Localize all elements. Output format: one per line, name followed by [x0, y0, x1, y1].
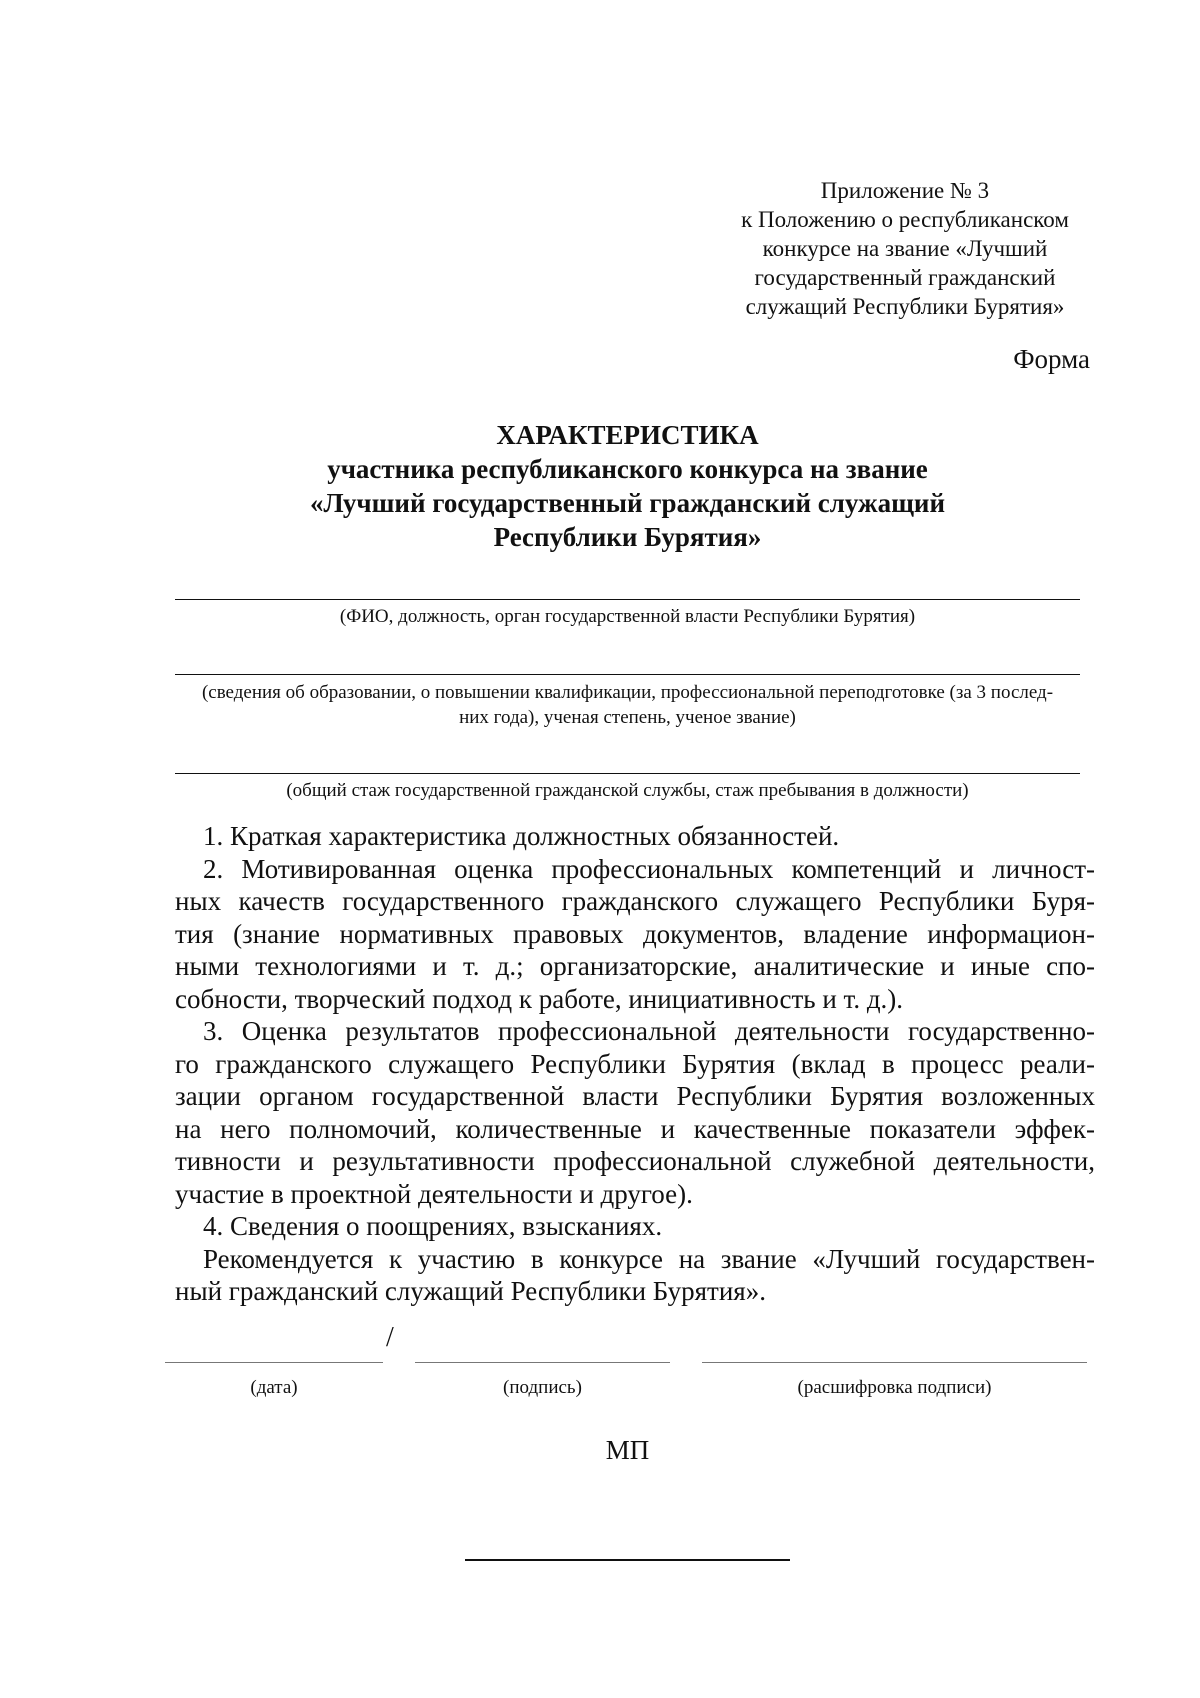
- item-results-line: на него полномочий, количественные и качественные показатели эффек-: [175, 1113, 1095, 1144]
- date-caption: (дата): [250, 1377, 298, 1398]
- stamp-place-label: МП: [605, 1435, 650, 1465]
- characteristic-body: [175, 820, 1095, 1308]
- item-short-duties: 1. Краткая характеристика должностных обязанностей.: [203, 821, 840, 851]
- fio-field-line[interactable]: [175, 599, 1080, 600]
- education-caption-line: них года), ученая степень, ученое звание): [459, 707, 796, 728]
- decoding-field-line[interactable]: [702, 1362, 1087, 1363]
- item-competence-line: собности, творческий подход к работе, инициативность и т. д.).: [175, 983, 904, 1014]
- decoding-caption: (расшифровка подписи): [797, 1377, 992, 1398]
- appendix-line: государственный гражданский: [754, 265, 1056, 290]
- experience-caption: (общий стаж государственной гражданской службы, стаж пребывания в должности): [286, 780, 969, 801]
- form-label: Форма: [1013, 344, 1090, 374]
- signature-field-line[interactable]: [415, 1362, 670, 1363]
- date-field-line[interactable]: [165, 1362, 383, 1363]
- experience-field-line[interactable]: [175, 773, 1080, 774]
- item-competence-line: тия (знание нормативных правовых документов, владение информацион-: [175, 918, 1095, 949]
- item-competence-line: ных качеств государственного гражданского служащего Республики Буря-: [175, 886, 1095, 916]
- item-results-line: 3. Оценка результатов профессиональной деятельности государственно-: [203, 1016, 1095, 1046]
- education-field-line[interactable]: [175, 674, 1080, 675]
- title-line: ХАРАКТЕРИСТИКА: [496, 420, 759, 450]
- fio-caption: (ФИО, должность, орган государственной власти Республики Бурятия): [339, 606, 916, 627]
- item-results-line: участие в проектной деятельности и другое).: [175, 1178, 693, 1209]
- appendix-line: конкурсе на звание «Лучший: [762, 236, 1048, 261]
- appendix-line: к Положению о республиканском: [741, 207, 1069, 232]
- item-competence-line: 2. Мотивированная оценка профессиональных компетенций и личност-: [203, 853, 1095, 884]
- item-incentives: 4. Сведения о поощрениях, взысканиях.: [203, 1211, 663, 1241]
- closing-rule: [465, 1559, 790, 1561]
- recommendation-line: Рекомендуется к участию в конкурсе на звание «Лучший государствен-: [203, 1243, 1095, 1274]
- item-results-line: го гражданского служащего Республики Бурятия (вклад в процесс реали-: [175, 1048, 1095, 1079]
- signature-caption: (подпись): [503, 1377, 582, 1398]
- recommendation-line: ный гражданский служащий Республики Бурятия».: [175, 1276, 766, 1306]
- appendix-line: служащий Республики Бурятия»: [745, 294, 1065, 319]
- signature-slash: /: [386, 1322, 394, 1353]
- document-title: [160, 418, 1095, 554]
- title-line: Республики Бурятия»: [493, 522, 762, 552]
- appendix-line: Приложение № 3: [820, 178, 990, 203]
- item-results-line: зации органом государственной власти Республики Бурятия возложенных: [175, 1081, 1095, 1111]
- title-line: «Лучший государственный гражданский служащий: [309, 488, 946, 518]
- item-results-line: тивности и результативности профессиональной служебной деятельности,: [175, 1146, 1095, 1176]
- education-caption-line: (сведения об образовании, о повышении квалификации, профессиональной переподготовке (за 3 послед-: [201, 682, 1054, 703]
- appendix-reference: [700, 176, 1110, 321]
- title-line: участника республиканского конкурса на звание: [327, 454, 928, 484]
- item-competence-line: ными технологиями и т. д.; организаторские, аналитические и иные спо-: [175, 951, 1095, 981]
